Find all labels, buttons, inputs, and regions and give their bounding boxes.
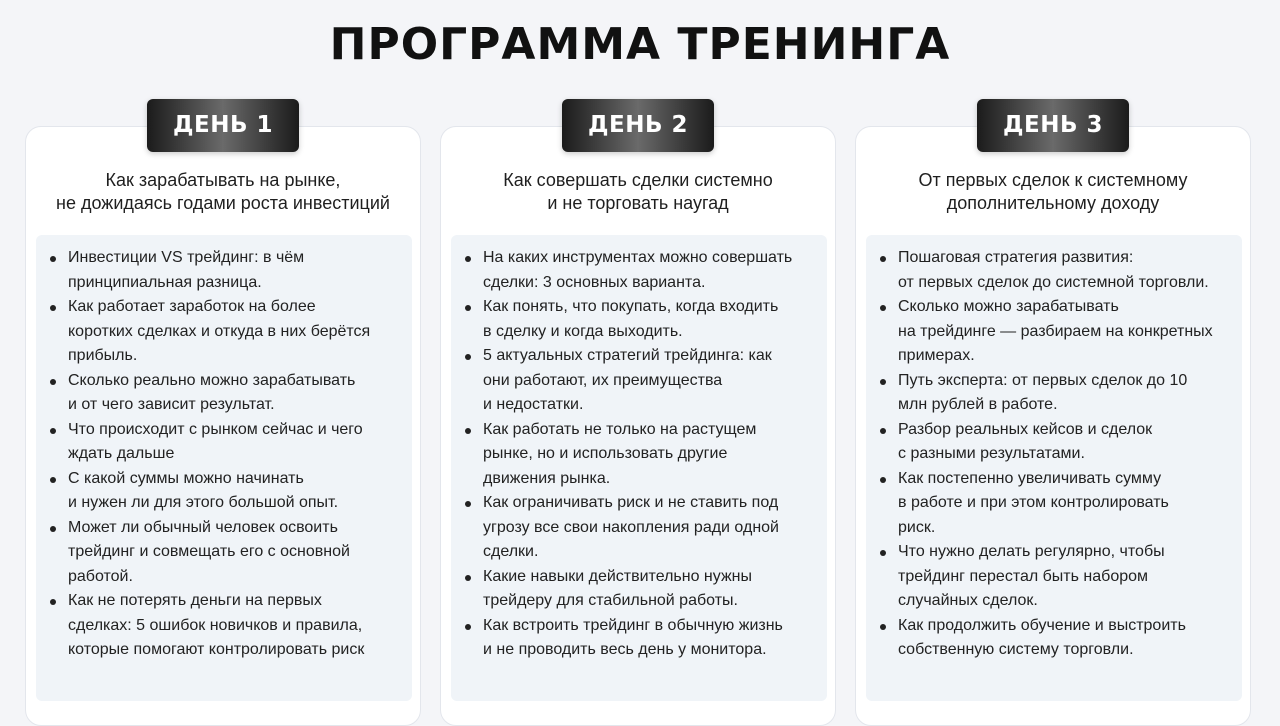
day-subtitle	[856, 169, 1250, 215]
subtitle-line: От первых сделок к системному	[918, 170, 1188, 190]
topic-item: Пошаговая стратегия развития: от первых сделок до системной торговли.	[898, 246, 1232, 295]
topic-item: Что происходит с рынком сейчас и чего ждать дальше	[68, 418, 402, 467]
day-subtitle	[441, 169, 835, 215]
topic-item: На каких инструментах можно совершать сделки: 3 основных варианта.	[483, 246, 817, 295]
topic-item: 5 актуальных стратегий трейдинга: как они работают, их преимущества и недостатки.	[483, 344, 817, 418]
subtitle-line: Как совершать сделки системно	[503, 170, 773, 190]
day-badge: ДЕНЬ 1	[147, 99, 299, 152]
day-card-3	[855, 112, 1251, 726]
topic-item: Сколько можно зарабатывать на трейдинге — разбираем на конкретных примерах.	[898, 295, 1232, 369]
day-card-1	[25, 112, 421, 726]
topic-item: Как постепенно увеличивать сумму в работе и при этом контролировать риск.	[898, 467, 1232, 541]
subtitle-line: не дожидаясь годами роста инвестиций	[56, 193, 390, 213]
topic-item: Как понять, что покупать, когда входить в сделку и когда выходить.	[483, 295, 817, 344]
topic-list	[36, 235, 412, 701]
subtitle-line: дополнительному доходу	[946, 193, 1160, 213]
topic-item: Что нужно делать регулярно, чтобы трейдинг перестал быть набором случайных сделок.	[898, 540, 1232, 614]
topic-item: Сколько реально можно зарабатывать и от чего зависит результат.	[68, 369, 402, 418]
page-title: ПРОГРАММА ТРЕНИНГА	[329, 19, 951, 70]
topic-item: Какие навыки действительно нужны трейдеру для стабильной работы.	[483, 565, 817, 614]
topic-item: Как работает заработок на более коротких сделках и откуда в них берётся прибыль.	[68, 295, 402, 369]
day-card-2	[440, 112, 836, 726]
day-subtitle	[26, 169, 420, 215]
topic-item: Как работать не только на растущем рынке, но и использовать другие движения рынка.	[483, 418, 817, 492]
topic-item: Как продолжить обучение и выстроить собственную систему торговли.	[898, 614, 1232, 663]
topic-item: Может ли обычный человек освоить трейдинг и совмещать его с основной работой.	[68, 516, 402, 590]
subtitle-line: и не торговать наугад	[547, 193, 729, 213]
topic-list	[451, 235, 827, 701]
topic-item: Путь эксперта: от первых сделок до 10 млн рублей в работе.	[898, 369, 1232, 418]
topic-item: Как ограничивать риск и не ставить под угрозу все свои накопления ради одной сделки.	[483, 491, 817, 565]
topic-item: Как не потерять деньги на первых сделках: 5 ошибок новичков и правила, которые помогают контролировать риск	[68, 589, 402, 663]
topic-item: Разбор реальных кейсов и сделок с разными результатами.	[898, 418, 1232, 467]
day-badge: ДЕНЬ 3	[977, 99, 1129, 152]
topic-item: С какой суммы можно начинать и нужен ли для этого большой опыт.	[68, 467, 402, 516]
day-badge: ДЕНЬ 2	[562, 99, 714, 152]
topic-item: Как встроить трейдинг в обычную жизнь и не проводить весь день у монитора.	[483, 614, 817, 663]
topic-list	[866, 235, 1242, 701]
topic-item: Инвестиции VS трейдинг: в чём принципиальная разница.	[68, 246, 402, 295]
subtitle-line: Как зарабатывать на рынке,	[105, 170, 341, 190]
